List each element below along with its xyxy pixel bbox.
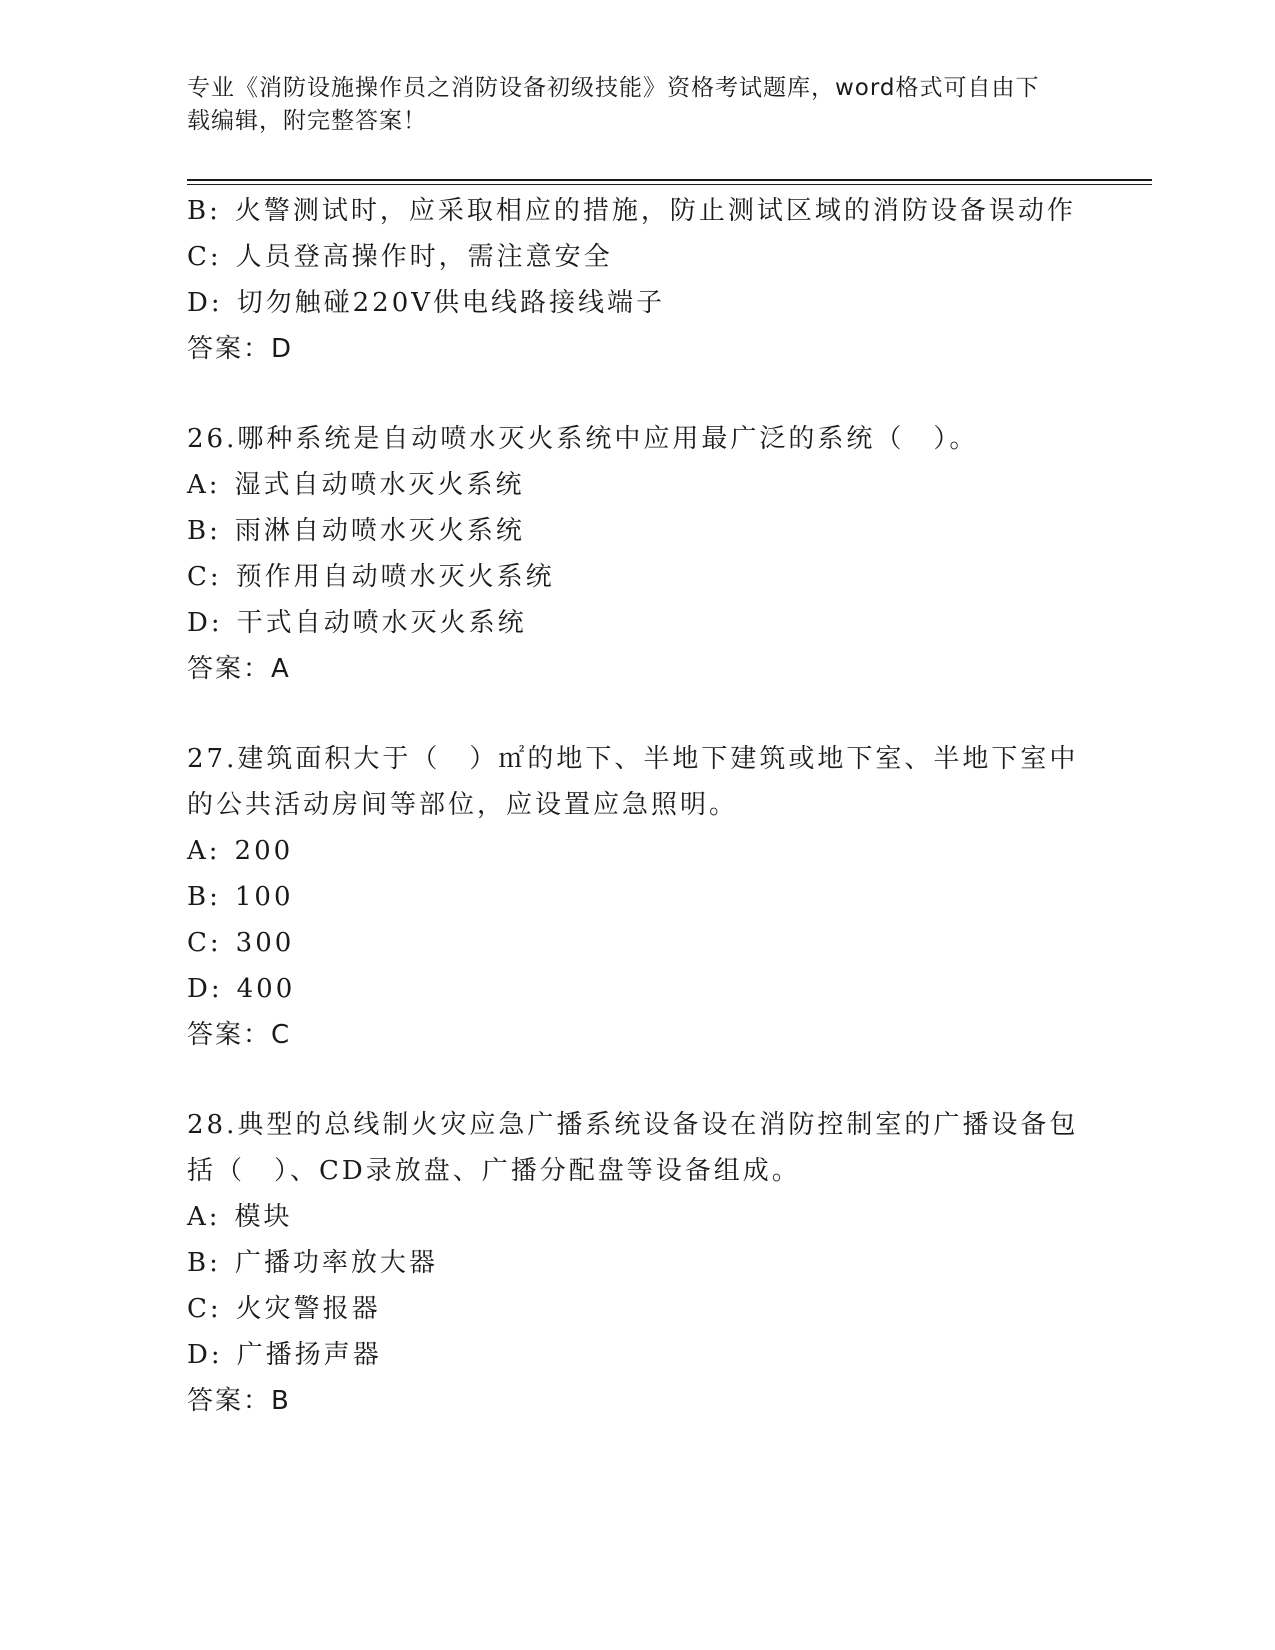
- question-28: [187, 1102, 1087, 1424]
- option-b: [187, 508, 1087, 554]
- option-c: [187, 920, 1087, 966]
- option-text: 雨淋自动喷水灭火系统: [234, 516, 525, 546]
- question-stem-line-1: 28.典型的总线制火灾应急广播系统设备设在消防控制室的广播设备包: [187, 1110, 1079, 1140]
- question-stem-line-2: 括（ ）、CD录放盘、广播分配盘等设备组成。: [187, 1156, 801, 1186]
- option-label: C:: [187, 928, 222, 958]
- option-label: A:: [187, 836, 221, 866]
- option-c: [187, 234, 1087, 280]
- header-divider-thin: [187, 184, 1152, 185]
- option-text: 湿式自动喷水灭火系统: [234, 470, 525, 500]
- option-text: 预作用自动喷水灭火系统: [235, 562, 555, 592]
- option-text: 300: [235, 928, 295, 958]
- option-label: D:: [187, 608, 223, 638]
- header-line-1: 专业《消防设施操作员之消防设备初级技能》资格考试题库，word格式可自由下: [187, 75, 1040, 101]
- option-text: 火灾警报器: [235, 1294, 381, 1324]
- option-c: [187, 554, 1087, 600]
- question-list: [187, 188, 1087, 1424]
- option-text: 200: [234, 836, 294, 866]
- option-b: [187, 874, 1087, 920]
- option-a: [187, 828, 1087, 874]
- answer-line: 答案：C: [187, 1020, 292, 1050]
- option-d: [187, 966, 1087, 1012]
- option-b: [187, 188, 1087, 234]
- option-label: C:: [187, 1294, 222, 1324]
- header-line-2: 载编辑，附完整答案！: [187, 108, 427, 134]
- answer-line: 答案：A: [187, 654, 291, 684]
- option-text: 广播扬声器: [236, 1340, 382, 1370]
- option-label: C:: [187, 242, 222, 272]
- option-label: A:: [187, 470, 221, 500]
- question-stem-line-1: 27.建筑面积大于（ ）㎡的地下、半地下建筑或地下室、半地下室中: [187, 744, 1079, 774]
- option-d: [187, 280, 1087, 326]
- option-c: [187, 1286, 1087, 1332]
- answer-line: 答案：D: [187, 334, 294, 364]
- option-label: C:: [187, 562, 222, 592]
- option-text: 干式自动喷水灭火系统: [236, 608, 527, 638]
- option-label: B:: [187, 516, 221, 546]
- option-label: A:: [187, 1202, 221, 1232]
- option-a: [187, 462, 1087, 508]
- option-text: 切勿触碰220V供电线路接线端子: [236, 288, 666, 318]
- option-label: D:: [187, 974, 223, 1004]
- option-text: 广播功率放大器: [234, 1248, 438, 1278]
- option-text: 火警测试时，应采取相应的措施，防止测试区域的消防设备误动作: [234, 196, 1076, 226]
- option-text: 100: [234, 882, 294, 912]
- option-label: B:: [187, 882, 221, 912]
- question-27: [187, 736, 1087, 1058]
- option-a: [187, 1194, 1087, 1240]
- option-text: 模块: [234, 1202, 293, 1232]
- option-b: [187, 1240, 1087, 1286]
- option-label: D:: [187, 1340, 223, 1370]
- question-stem: 26.哪种系统是自动喷水灭火系统中应用最广泛的系统（ ）。: [187, 424, 979, 454]
- header-divider-thick: [187, 179, 1152, 181]
- option-label: B:: [187, 196, 221, 226]
- question-stem-line-2: 的公共活动房间等部位，应设置应急照明。: [187, 790, 739, 820]
- question-25-partial: [187, 188, 1087, 372]
- document-header: [187, 72, 1067, 138]
- option-label: B:: [187, 1248, 221, 1278]
- option-text: 人员登高操作时，需注意安全: [235, 242, 613, 272]
- option-d: [187, 600, 1087, 646]
- option-text: 400: [236, 974, 296, 1004]
- option-label: D:: [187, 288, 223, 318]
- answer-line: 答案：B: [187, 1386, 291, 1416]
- option-d: [187, 1332, 1087, 1378]
- question-26: [187, 416, 1087, 692]
